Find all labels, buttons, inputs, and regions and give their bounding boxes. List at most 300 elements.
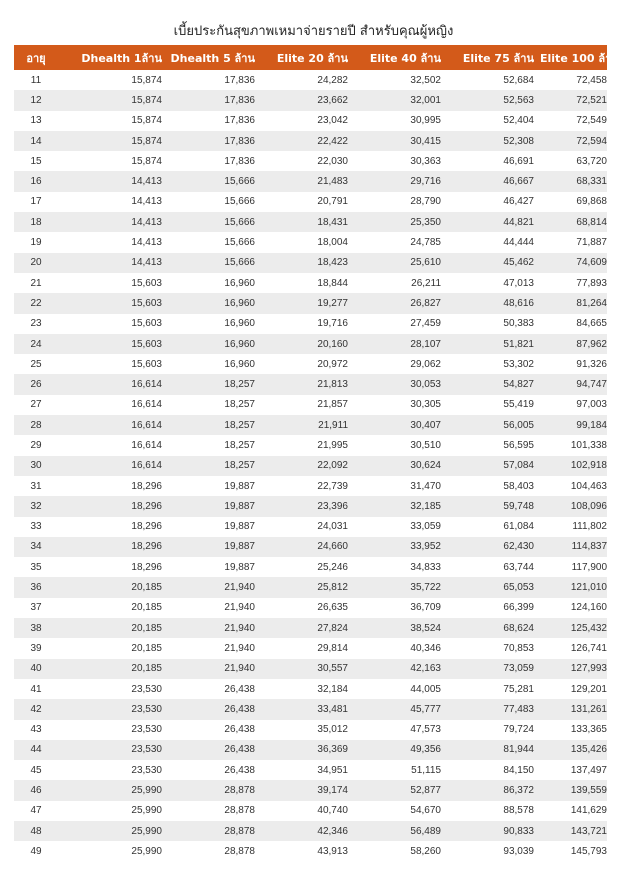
dhealth-1m-cell: 16,614 (131, 460, 162, 472)
elite-75m-cell: 63,744 (503, 561, 534, 573)
header-row (14, 45, 607, 70)
age-cell: 47 (30, 805, 42, 817)
table-row (14, 131, 607, 151)
dhealth-1m-cell: 18,296 (131, 561, 162, 573)
elite-100m-cell: 102,918 (570, 460, 607, 472)
age-cell: 28 (30, 419, 42, 431)
elite-100m-cell: 125,432 (570, 622, 607, 634)
dhealth-1m-cell: 20,185 (131, 602, 162, 614)
elite-75m-cell: 46,691 (503, 155, 534, 167)
table-body (14, 70, 607, 862)
dhealth-5m-cell: 15,666 (224, 237, 255, 249)
elite-75m-cell: 56,005 (503, 419, 534, 431)
dhealth-1m-cell: 18,296 (131, 500, 162, 512)
elite-100m-cell: 139,559 (570, 785, 607, 797)
elite-75m-cell: 79,724 (503, 724, 534, 736)
table-row (14, 354, 607, 374)
dhealth-1m-cell: 23,530 (131, 703, 162, 715)
elite-75m-cell: 46,427 (503, 196, 534, 208)
dhealth-5m-cell: 19,887 (224, 500, 255, 512)
elite-40m-cell: 28,790 (410, 196, 441, 208)
dhealth-1m-cell: 15,874 (131, 94, 162, 106)
table-row (14, 456, 607, 476)
dhealth-5m-cell: 18,257 (224, 399, 255, 411)
elite-100m-cell: 141,629 (570, 805, 607, 817)
elite-100m-cell: 131,261 (570, 703, 607, 715)
column-header-elite-75m: Elite 75 ล้าน (462, 51, 534, 65)
dhealth-5m-cell: 19,887 (224, 521, 255, 533)
elite-100m-cell: 72,521 (576, 94, 607, 106)
elite-100m-cell: 71,887 (576, 237, 607, 249)
elite-75m-cell: 93,039 (503, 845, 534, 857)
elite-20m-cell: 25,812 (317, 582, 348, 594)
elite-40m-cell: 33,059 (410, 521, 441, 533)
elite-75m-cell: 86,372 (503, 785, 534, 797)
dhealth-5m-cell: 21,940 (224, 582, 255, 594)
elite-40m-cell: 30,053 (410, 379, 441, 391)
elite-75m-cell: 50,383 (503, 318, 534, 330)
elite-20m-cell: 25,246 (317, 561, 348, 573)
dhealth-5m-cell: 17,836 (224, 74, 255, 86)
age-cell: 18 (30, 216, 42, 228)
age-cell: 38 (30, 622, 42, 634)
dhealth-5m-cell: 17,836 (224, 115, 255, 127)
dhealth-1m-cell: 23,530 (131, 683, 162, 695)
dhealth-5m-cell: 18,257 (224, 460, 255, 472)
elite-40m-cell: 30,415 (410, 135, 441, 147)
elite-20m-cell: 27,824 (317, 622, 348, 634)
dhealth-1m-cell: 23,530 (131, 764, 162, 776)
premium-table (14, 45, 619, 862)
age-cell: 41 (30, 683, 42, 695)
elite-100m-cell: 72,549 (576, 115, 607, 127)
elite-40m-cell: 51,115 (411, 764, 441, 776)
elite-75m-cell: 77,483 (503, 703, 534, 715)
elite-40m-cell: 38,524 (410, 622, 441, 634)
age-cell: 30 (30, 460, 42, 472)
age-cell: 23 (30, 318, 42, 330)
dhealth-5m-cell: 21,940 (224, 622, 255, 634)
elite-100m-cell: 143,721 (570, 825, 607, 837)
elite-40m-cell: 34,833 (410, 561, 441, 573)
elite-75m-cell: 55,419 (503, 399, 534, 411)
elite-40m-cell: 24,785 (410, 237, 441, 249)
table-row (14, 334, 607, 354)
elite-75m-cell: 66,399 (503, 602, 534, 614)
dhealth-1m-cell: 20,185 (131, 663, 162, 675)
elite-75m-cell: 44,821 (503, 216, 534, 228)
dhealth-5m-cell: 26,438 (224, 744, 255, 756)
elite-20m-cell: 20,791 (317, 196, 348, 208)
age-cell: 45 (30, 764, 42, 776)
dhealth-1m-cell: 14,413 (131, 216, 162, 228)
dhealth-5m-cell: 19,887 (224, 480, 255, 492)
dhealth-5m-cell: 18,257 (224, 439, 255, 451)
elite-75m-cell: 52,308 (503, 135, 534, 147)
elite-75m-cell: 47,013 (503, 277, 534, 289)
dhealth-5m-cell: 16,960 (224, 297, 255, 309)
elite-40m-cell: 36,709 (410, 602, 441, 614)
table-row (14, 577, 607, 597)
dhealth-5m-cell: 28,878 (224, 785, 255, 797)
elite-20m-cell: 23,396 (317, 500, 348, 512)
page-title: เบี้ยประกันสุขภาพเหมาจ่ายรายปี สำหรับคุณผู้หญิง (173, 24, 454, 39)
table-row (14, 111, 607, 131)
age-cell: 43 (30, 724, 42, 736)
elite-75m-cell: 84,150 (503, 764, 534, 776)
elite-40m-cell: 32,502 (410, 74, 441, 86)
age-cell: 39 (30, 642, 42, 654)
elite-75m-cell: 68,624 (503, 622, 534, 634)
elite-40m-cell: 30,510 (410, 439, 441, 451)
elite-20m-cell: 32,184 (317, 683, 348, 695)
elite-20m-cell: 24,031 (317, 521, 348, 533)
elite-75m-cell: 56,595 (503, 439, 534, 451)
elite-40m-cell: 56,489 (410, 825, 441, 837)
table-row (14, 293, 607, 313)
column-header-dhealth-5m: Dhealth 5 ล้าน (170, 51, 255, 65)
dhealth-1m-cell: 16,614 (131, 439, 162, 451)
elite-75m-cell: 46,667 (503, 176, 534, 188)
table-row (14, 618, 607, 638)
age-cell: 33 (30, 521, 42, 533)
elite-100m-cell: 127,993 (570, 663, 607, 675)
column-header-elite-40m: Elite 40 ล้าน (369, 51, 441, 65)
elite-20m-cell: 34,951 (317, 764, 348, 776)
elite-20m-cell: 22,739 (317, 480, 348, 492)
elite-20m-cell: 19,277 (317, 297, 348, 309)
age-cell: 35 (30, 561, 42, 573)
elite-100m-cell: 68,814 (576, 216, 607, 228)
elite-100m-cell: 135,426 (570, 744, 607, 756)
elite-100m-cell: 99,184 (576, 419, 607, 431)
elite-40m-cell: 32,185 (410, 500, 441, 512)
age-cell: 24 (30, 338, 42, 350)
dhealth-5m-cell: 16,960 (224, 277, 255, 289)
table-row (14, 557, 607, 577)
elite-40m-cell: 52,877 (410, 785, 441, 797)
table-row (14, 212, 607, 232)
table-row (14, 801, 607, 821)
dhealth-1m-cell: 25,990 (131, 805, 162, 817)
dhealth-5m-cell: 18,257 (224, 419, 255, 431)
age-cell: 17 (30, 196, 42, 208)
elite-75m-cell: 48,616 (503, 297, 534, 309)
dhealth-5m-cell: 28,878 (224, 805, 255, 817)
dhealth-1m-cell: 15,874 (131, 74, 162, 86)
dhealth-1m-cell: 14,413 (131, 176, 162, 188)
elite-75m-cell: 52,684 (503, 74, 534, 86)
elite-100m-cell: 91,326 (576, 358, 607, 370)
dhealth-5m-cell: 17,836 (224, 155, 255, 167)
age-cell: 27 (30, 399, 42, 411)
table-row (14, 821, 607, 841)
elite-100m-cell: 97,003 (576, 399, 607, 411)
dhealth-5m-cell: 26,438 (224, 764, 255, 776)
table-row (14, 760, 607, 780)
dhealth-5m-cell: 21,940 (224, 642, 255, 654)
dhealth-5m-cell: 18,257 (224, 379, 255, 391)
elite-100m-cell: 124,160 (570, 602, 607, 614)
elite-40m-cell: 30,407 (410, 419, 441, 431)
table-row (14, 720, 607, 740)
age-cell: 25 (30, 358, 42, 370)
dhealth-5m-cell: 28,878 (224, 845, 255, 857)
dhealth-1m-cell: 15,603 (131, 277, 162, 289)
elite-100m-cell: 108,096 (570, 500, 607, 512)
elite-20m-cell: 24,282 (317, 74, 348, 86)
column-header-elite-20m: Elite 20 ล้าน (276, 51, 348, 65)
age-cell: 29 (30, 439, 42, 451)
elite-20m-cell: 29,814 (317, 642, 348, 654)
elite-40m-cell: 30,305 (410, 399, 441, 411)
table-row (14, 70, 607, 90)
table-row (14, 659, 607, 679)
table-row (14, 740, 607, 760)
elite-100m-cell: 126,741 (570, 642, 607, 654)
elite-75m-cell: 45,462 (503, 257, 534, 269)
dhealth-5m-cell: 15,666 (224, 216, 255, 228)
age-cell: 13 (30, 115, 42, 127)
age-cell: 12 (30, 94, 42, 106)
dhealth-1m-cell: 15,603 (131, 358, 162, 370)
table-row (14, 780, 607, 800)
dhealth-1m-cell: 25,990 (131, 825, 162, 837)
dhealth-1m-cell: 20,185 (131, 642, 162, 654)
elite-20m-cell: 39,174 (317, 785, 348, 797)
age-cell: 32 (30, 500, 42, 512)
elite-75m-cell: 65,053 (503, 582, 534, 594)
dhealth-5m-cell: 26,438 (224, 724, 255, 736)
age-cell: 21 (30, 277, 42, 289)
elite-20m-cell: 22,030 (317, 155, 348, 167)
elite-20m-cell: 24,660 (317, 541, 348, 553)
age-cell: 14 (30, 135, 42, 147)
elite-40m-cell: 33,952 (410, 541, 441, 553)
elite-100m-cell: 129,201 (570, 683, 607, 695)
dhealth-5m-cell: 26,438 (224, 703, 255, 715)
table-row (14, 415, 607, 435)
elite-75m-cell: 44,444 (503, 237, 534, 249)
elite-100m-cell: 111,802 (572, 521, 607, 533)
elite-100m-cell: 77,893 (576, 277, 607, 289)
elite-20m-cell: 19,716 (317, 318, 348, 330)
age-cell: 48 (30, 825, 42, 837)
elite-100m-cell: 94,747 (576, 379, 607, 391)
elite-100m-cell: 72,458 (576, 74, 607, 86)
dhealth-1m-cell: 15,874 (131, 135, 162, 147)
dhealth-1m-cell: 20,185 (131, 622, 162, 634)
elite-40m-cell: 26,211 (411, 277, 441, 289)
elite-20m-cell: 22,092 (317, 460, 348, 472)
elite-75m-cell: 75,281 (503, 683, 534, 695)
elite-20m-cell: 36,369 (317, 744, 348, 756)
table-row (14, 151, 607, 171)
elite-100m-cell: 101,338 (570, 439, 607, 451)
elite-100m-cell: 84,665 (576, 318, 607, 330)
elite-20m-cell: 18,004 (317, 237, 348, 249)
table-row (14, 273, 607, 293)
age-cell: 44 (30, 744, 42, 756)
table-row (14, 90, 607, 110)
table-row (14, 679, 607, 699)
table-row (14, 517, 607, 537)
elite-75m-cell: 59,748 (503, 500, 534, 512)
dhealth-1m-cell: 25,990 (131, 845, 162, 857)
elite-75m-cell: 57,084 (503, 460, 534, 472)
table-row (14, 314, 607, 334)
elite-100m-cell: 68,331 (576, 176, 607, 188)
dhealth-1m-cell: 23,530 (131, 744, 162, 756)
elite-20m-cell: 40,740 (317, 805, 348, 817)
elite-100m-cell: 114,837 (571, 541, 607, 553)
elite-75m-cell: 70,853 (503, 642, 534, 654)
dhealth-1m-cell: 15,874 (131, 155, 162, 167)
dhealth-1m-cell: 25,990 (131, 785, 162, 797)
elite-40m-cell: 31,470 (410, 480, 441, 492)
elite-75m-cell: 88,578 (503, 805, 534, 817)
dhealth-1m-cell: 15,603 (131, 318, 162, 330)
elite-40m-cell: 30,363 (410, 155, 441, 167)
elite-20m-cell: 35,012 (317, 724, 348, 736)
elite-40m-cell: 58,260 (410, 845, 441, 857)
elite-20m-cell: 30,557 (317, 663, 348, 675)
age-cell: 15 (30, 155, 42, 167)
elite-20m-cell: 21,813 (317, 379, 348, 391)
dhealth-1m-cell: 15,603 (131, 338, 162, 350)
elite-20m-cell: 23,042 (317, 115, 348, 127)
elite-20m-cell: 20,972 (317, 358, 348, 370)
elite-20m-cell: 33,481 (317, 703, 348, 715)
elite-20m-cell: 18,423 (317, 257, 348, 269)
dhealth-5m-cell: 21,940 (224, 663, 255, 675)
table-row (14, 253, 607, 273)
elite-75m-cell: 58,403 (503, 480, 534, 492)
elite-75m-cell: 81,944 (503, 744, 534, 756)
age-cell: 26 (30, 379, 42, 391)
elite-20m-cell: 42,346 (317, 825, 348, 837)
column-header-age: อายุ (26, 51, 46, 65)
elite-20m-cell: 21,995 (317, 439, 348, 451)
table-row (14, 395, 607, 415)
elite-40m-cell: 40,346 (410, 642, 441, 654)
elite-75m-cell: 61,084 (503, 521, 534, 533)
elite-20m-cell: 18,431 (317, 216, 348, 228)
age-cell: 42 (30, 703, 42, 715)
elite-40m-cell: 29,062 (410, 358, 441, 370)
age-cell: 11 (30, 74, 42, 86)
elite-20m-cell: 43,913 (317, 845, 348, 857)
elite-40m-cell: 27,459 (410, 318, 441, 330)
table-row (14, 537, 607, 557)
dhealth-5m-cell: 15,666 (224, 176, 255, 188)
elite-100m-cell: 117,900 (571, 561, 607, 573)
elite-40m-cell: 54,670 (410, 805, 441, 817)
elite-20m-cell: 21,857 (317, 399, 348, 411)
table-row (14, 841, 607, 861)
elite-40m-cell: 30,624 (410, 460, 441, 472)
table-row (14, 496, 607, 516)
table-row (14, 699, 607, 719)
elite-100m-cell: 121,010 (570, 582, 607, 594)
elite-40m-cell: 26,827 (410, 297, 441, 309)
age-cell: 37 (30, 602, 42, 614)
elite-100m-cell: 104,463 (570, 480, 607, 492)
dhealth-5m-cell: 16,960 (224, 358, 255, 370)
elite-100m-cell: 87,962 (576, 338, 607, 350)
elite-40m-cell: 35,722 (410, 582, 441, 594)
table-row (14, 435, 607, 455)
dhealth-1m-cell: 14,413 (131, 196, 162, 208)
dhealth-5m-cell: 15,666 (224, 257, 255, 269)
age-cell: 16 (30, 176, 42, 188)
elite-100m-cell: 133,365 (570, 724, 607, 736)
elite-75m-cell: 54,827 (503, 379, 534, 391)
dhealth-1m-cell: 15,603 (131, 297, 162, 309)
elite-20m-cell: 23,662 (317, 94, 348, 106)
dhealth-1m-cell: 18,296 (131, 480, 162, 492)
elite-75m-cell: 51,821 (503, 338, 534, 350)
elite-75m-cell: 73,059 (503, 663, 534, 675)
dhealth-1m-cell: 18,296 (131, 521, 162, 533)
dhealth-5m-cell: 19,887 (224, 561, 255, 573)
dhealth-5m-cell: 26,438 (224, 683, 255, 695)
elite-75m-cell: 52,404 (503, 115, 534, 127)
elite-40m-cell: 45,777 (410, 703, 441, 715)
elite-100m-cell: 72,594 (576, 135, 607, 147)
elite-20m-cell: 21,483 (317, 176, 348, 188)
age-cell: 40 (30, 663, 42, 675)
elite-20m-cell: 21,911 (318, 419, 348, 431)
dhealth-1m-cell: 18,296 (131, 541, 162, 553)
age-cell: 46 (30, 785, 42, 797)
age-cell: 31 (30, 480, 42, 492)
elite-40m-cell: 32,001 (410, 94, 441, 106)
elite-100m-cell: 63,720 (576, 155, 607, 167)
table-row (14, 192, 607, 212)
dhealth-1m-cell: 15,874 (131, 115, 162, 127)
table-header (14, 45, 619, 70)
table-row (14, 171, 607, 191)
elite-20m-cell: 22,422 (317, 135, 348, 147)
dhealth-1m-cell: 14,413 (131, 237, 162, 249)
dhealth-5m-cell: 17,836 (224, 94, 255, 106)
dhealth-5m-cell: 15,666 (224, 196, 255, 208)
elite-100m-cell: 137,497 (570, 764, 607, 776)
age-cell: 19 (30, 237, 42, 249)
dhealth-1m-cell: 16,614 (131, 379, 162, 391)
dhealth-5m-cell: 21,940 (224, 602, 255, 614)
dhealth-5m-cell: 19,887 (224, 541, 255, 553)
elite-100m-cell: 81,264 (576, 297, 607, 309)
table-row (14, 374, 607, 394)
dhealth-1m-cell: 16,614 (131, 419, 162, 431)
elite-40m-cell: 28,107 (410, 338, 441, 350)
elite-100m-cell: 69,868 (576, 196, 607, 208)
elite-40m-cell: 49,356 (410, 744, 441, 756)
elite-40m-cell: 25,350 (410, 216, 441, 228)
age-cell: 36 (30, 582, 42, 594)
elite-20m-cell: 26,635 (317, 602, 348, 614)
table-row (14, 476, 607, 496)
table-row (14, 598, 607, 618)
dhealth-5m-cell: 16,960 (224, 318, 255, 330)
elite-100m-cell: 74,609 (576, 257, 607, 269)
age-cell: 20 (30, 257, 42, 269)
elite-75m-cell: 62,430 (503, 541, 534, 553)
table-row (14, 232, 607, 252)
elite-40m-cell: 29,716 (410, 176, 441, 188)
